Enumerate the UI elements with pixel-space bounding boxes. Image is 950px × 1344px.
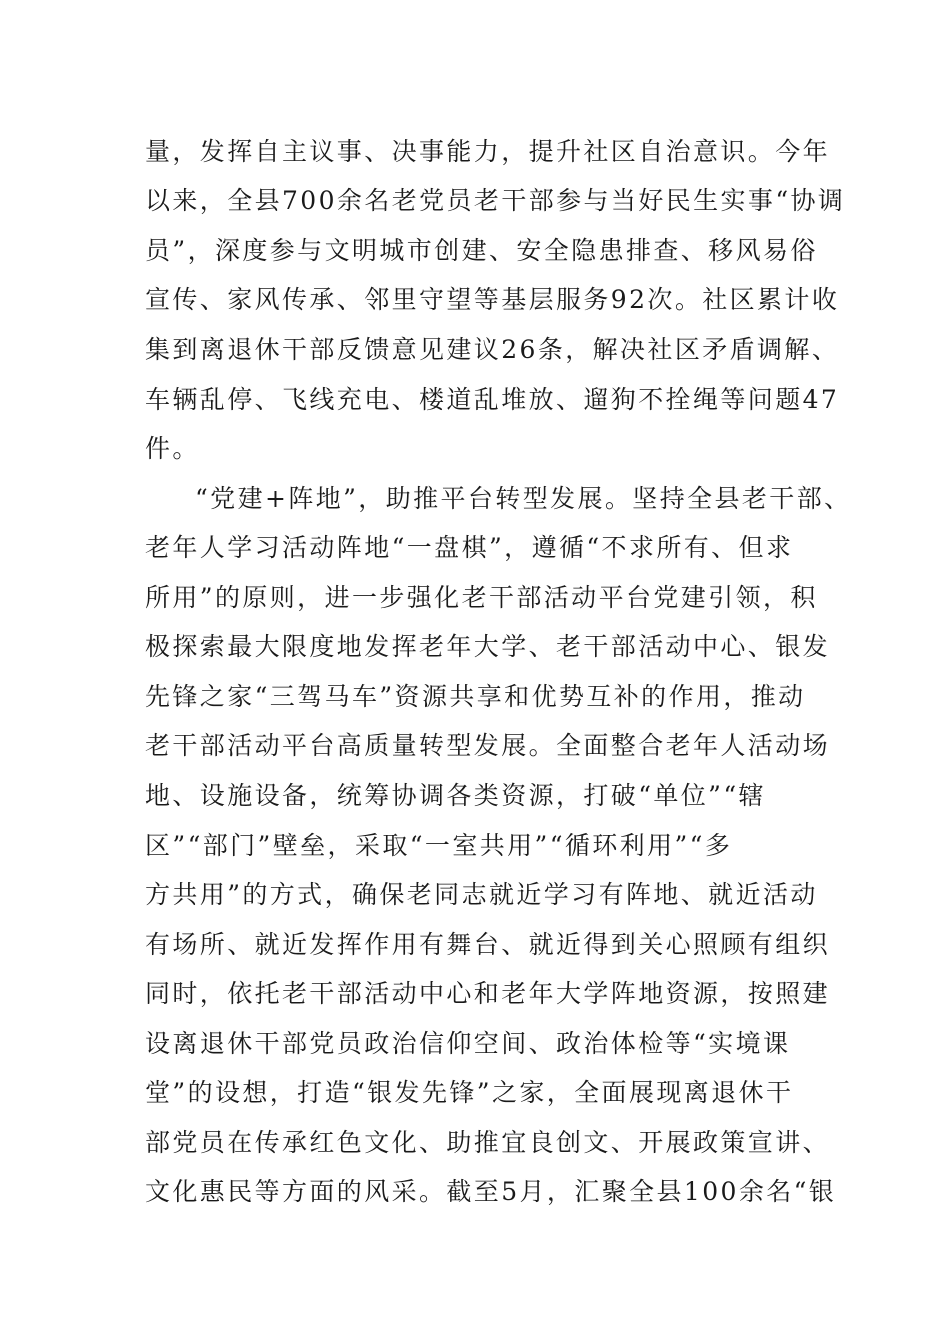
text-line: 集到离退休干部反馈意见建议26条，解决社区矛盾调解、 (145, 335, 840, 364)
text-line: 地、设施设备，统筹协调各类资源，打破“单位”“辖 (145, 781, 766, 810)
text-line: 区”“部门”壁垒，采取“一室共用”“循环利用”“多 (145, 831, 733, 860)
text-line: 方共用”的方式，确保老同志就近学习有阵地、就近活动 (145, 880, 818, 909)
text-line: 堂”的设想，打造“银发先锋”之家，全面展现离退休干 (145, 1078, 794, 1107)
text-line: 老干部活动平台高质量转型发展。全面整合老年人活动场 (145, 731, 831, 760)
text-line: 有场所、就近发挥作用有舞台、就近得到关心照顾有组织 (145, 930, 831, 959)
text-line: 设离退休干部党员政治信仰空间、政治体检等“实境课 (145, 1029, 791, 1058)
text-line: 文化惠民等方面的风采。截至5月，汇聚全县100余名“银 (145, 1177, 837, 1206)
text-line: 先锋之家“三驾马车”资源共享和优势互补的作用，推动 (145, 682, 806, 711)
paragraph-heading-line: “党建+阵地”，助推平台转型发展。坚持全县老干部、 (195, 484, 852, 513)
text-line: 员”，深度参与文明城市创建、安全隐患排查、移风易俗 (145, 236, 818, 265)
text-line: 以来，全县700余名老党员老干部参与当好民生实事“协调 (145, 186, 846, 215)
text-line: 同时，依托老干部活动中心和老年大学阵地资源，按照建 (145, 979, 831, 1008)
text-line: 件。 (145, 434, 200, 463)
text-line: 极探索最大限度地发挥老年大学、老干部活动中心、银发 (145, 632, 831, 661)
text-line: 部党员在传承红色文化、助推宜良创文、开展政策宣讲、 (145, 1128, 831, 1157)
text-line: 宣传、家风传承、邻里守望等基层服务92次。社区累计收 (145, 285, 840, 314)
text-line: 所用”的原则，进一步强化老干部活动平台党建引领，积 (145, 583, 818, 612)
text-line: 量，发挥自主议事、决事能力，提升社区自治意识。今年 (145, 137, 831, 166)
text-line: 老年人学习活动阵地“一盘棋”，遵循“不求所有、但求 (145, 533, 794, 562)
text-line: 车辆乱停、飞线充电、楼道乱堆放、遛狗不拴绳等问题47 (145, 385, 840, 414)
